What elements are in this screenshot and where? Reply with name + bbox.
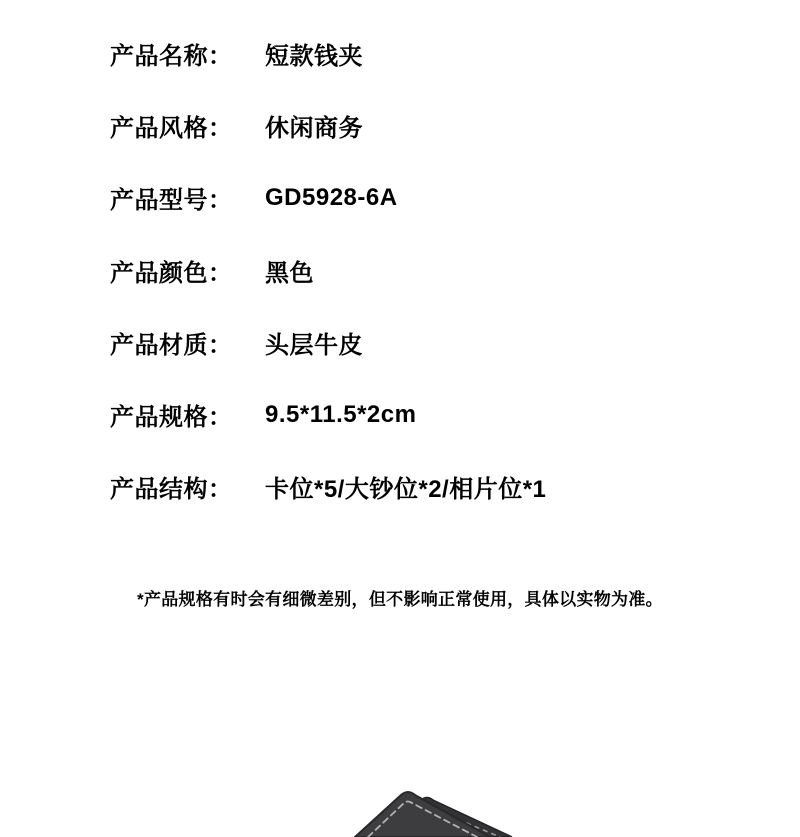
wallet-back-stitch (433, 809, 500, 837)
wallet-front-panel (355, 792, 490, 837)
spec-label: 产品材质： (110, 331, 233, 359)
wallet-back-panel (376, 798, 512, 837)
spec-row-model (110, 162, 800, 234)
spec-value: 黑色 (265, 259, 314, 287)
spec-label: 产品规格： (110, 404, 233, 432)
spec-value: 休闲商务 (265, 114, 363, 142)
spec-row-material (110, 306, 800, 378)
spec-row-style (110, 89, 800, 161)
spec-value: GD5928-6A (265, 183, 398, 211)
spec-row-size (110, 378, 800, 450)
spec-label: 产品型号： (110, 187, 233, 215)
spec-row-name (110, 17, 800, 89)
spec-label: 产品名称： (110, 42, 233, 70)
spec-label: 产品风格： (110, 114, 233, 142)
spec-value: 卡位*5/大钞位*2/相片位*1 (265, 476, 547, 504)
disclaimer-note: *产品规格有时会有细微差别，但不影响正常使用，具体以实物为准。 (137, 590, 663, 610)
spec-label: 产品颜色： (110, 259, 233, 287)
spec-label: 产品结构： (110, 476, 233, 504)
wallet-corner-photo (0, 787, 800, 837)
spec-row-color (110, 234, 800, 306)
spec-row-structure (110, 451, 800, 523)
spec-value: 头层牛皮 (265, 331, 363, 359)
wallet-front-stitch (368, 802, 477, 837)
spec-value: 短款钱夹 (265, 42, 363, 70)
spec-value: 9.5*11.5*2cm (265, 400, 417, 428)
